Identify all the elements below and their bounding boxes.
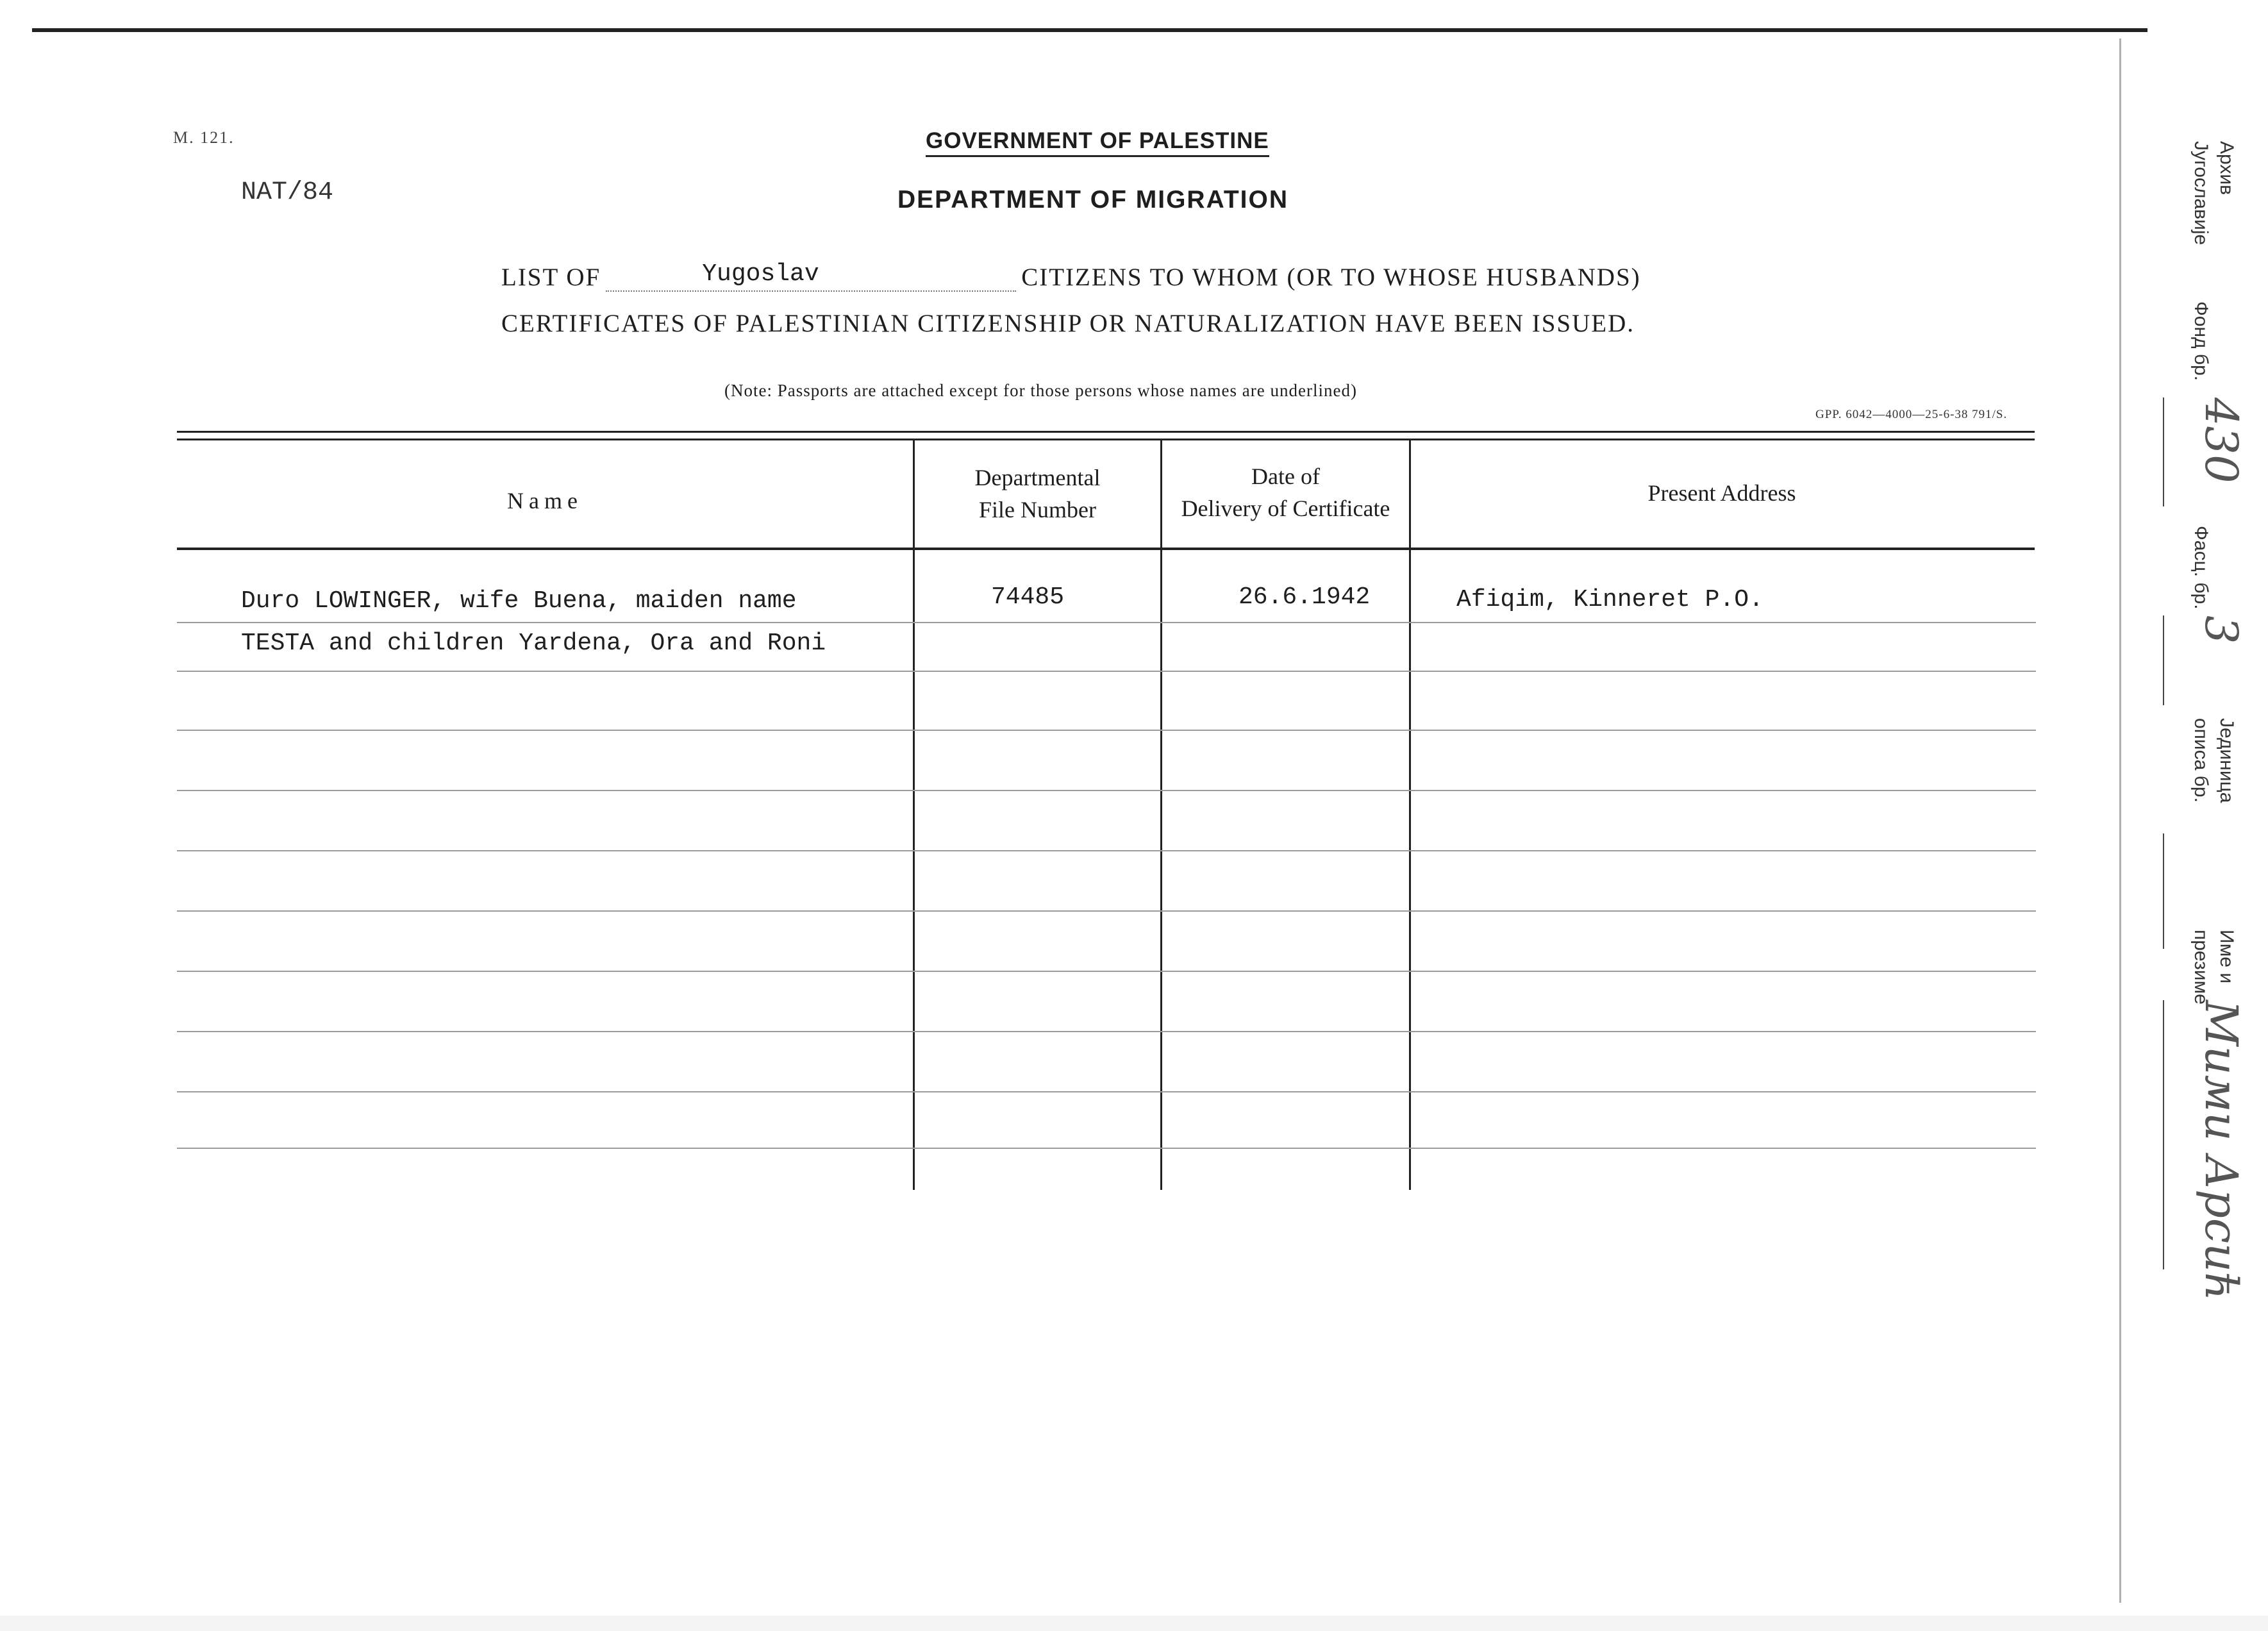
list-prefix: LIST OF <box>501 263 601 291</box>
fond-value: 430 <box>2195 397 2247 483</box>
list-heading-line-2: CERTIFICATES OF PALESTINIAN CITIZENSHIP OR NATURALIZATION HAVE BEEN ISSUED. <box>501 310 1635 337</box>
row-name-line2: TESTA and children Yardena, Ora and Roni <box>241 630 826 657</box>
list-suffix: CITIZENS TO WHOM (OR TO WHOSE HUSBANDS) <box>1021 263 1641 291</box>
header-delivery-date <box>1162 460 1409 524</box>
archive-title-line1: Архив <box>2216 141 2237 196</box>
fascicle-underline <box>2163 615 2164 705</box>
header-delivery-date-line2: Delivery of Certificate <box>1181 496 1390 521</box>
unit-underline <box>2163 833 2164 949</box>
ruled-line <box>177 910 2036 912</box>
list-heading-line-1 <box>501 260 1641 292</box>
header-name: Name <box>507 488 583 514</box>
scan-bottom-edge <box>0 1616 2268 1631</box>
unit-label-line2: описа бр. <box>2190 718 2212 803</box>
header-present-address: Present Address <box>1647 480 1796 506</box>
row-name-line1: Duro LOWINGER, wife Buena, maiden name <box>241 587 797 615</box>
printer-code: GPP. 6042—4000—25-6-38 791/S. <box>1815 408 2008 421</box>
header-file-number <box>915 462 1160 526</box>
name-label-line2: презиме <box>2190 930 2212 1005</box>
fond-underline <box>2163 397 2164 506</box>
header-bottom-rule <box>177 548 2035 550</box>
column-divider-1 <box>913 440 915 1190</box>
ruled-line <box>177 671 2036 672</box>
header-file-number-line1: Departmental <box>974 465 1101 490</box>
ruled-line <box>177 971 2036 972</box>
ruled-line <box>177 622 2036 623</box>
archive-stamp <box>2141 141 2247 1308</box>
ruled-line <box>177 790 2036 791</box>
scan-right-edge <box>2119 38 2121 1603</box>
file-reference: NAT/84 <box>241 178 334 207</box>
table-top-rule <box>177 431 2035 433</box>
fascicle-label: Фасц. бр. <box>2190 526 2212 610</box>
nationality-field <box>606 260 1016 292</box>
nationality-value: Yugoslav <box>702 260 819 288</box>
top-border-line <box>32 28 2147 32</box>
row-file-number: 74485 <box>991 583 1065 611</box>
row-address: Afiqim, Kinneret P.O. <box>1456 586 1764 614</box>
name-underline <box>2163 1000 2164 1269</box>
archive-title-line2: Југославије <box>2190 141 2212 246</box>
name-label-line1: Име и <box>2216 930 2237 983</box>
fascicle-value: 3 <box>2195 615 2247 644</box>
passport-note: (Note: Passports are attached except for those persons whose names are underlined) <box>724 381 1357 400</box>
department-title: DEPARTMENT OF MIGRATION <box>897 186 1289 213</box>
header-file-number-line2: File Number <box>979 497 1096 523</box>
column-divider-2 <box>1160 440 1162 1190</box>
ruled-line <box>177 1031 2036 1032</box>
ruled-line <box>177 730 2036 731</box>
header-delivery-date-line1: Date of <box>1251 464 1320 489</box>
row-delivery-date: 26.6.1942 <box>1238 583 1371 611</box>
government-title: GOVERNMENT OF PALESTINE <box>926 128 1269 157</box>
column-divider-3 <box>1409 440 1411 1190</box>
unit-label-line1: Јединица <box>2216 718 2237 803</box>
ruled-line <box>177 1091 2036 1092</box>
ruled-line <box>177 850 2036 851</box>
table-top-rule-inner <box>177 439 2035 440</box>
name-value: Мими Арсић <box>2195 1000 2247 1301</box>
form-code: M. 121. <box>173 128 235 147</box>
ruled-line <box>177 1148 2036 1149</box>
fond-label: Фонд бр. <box>2190 301 2212 381</box>
